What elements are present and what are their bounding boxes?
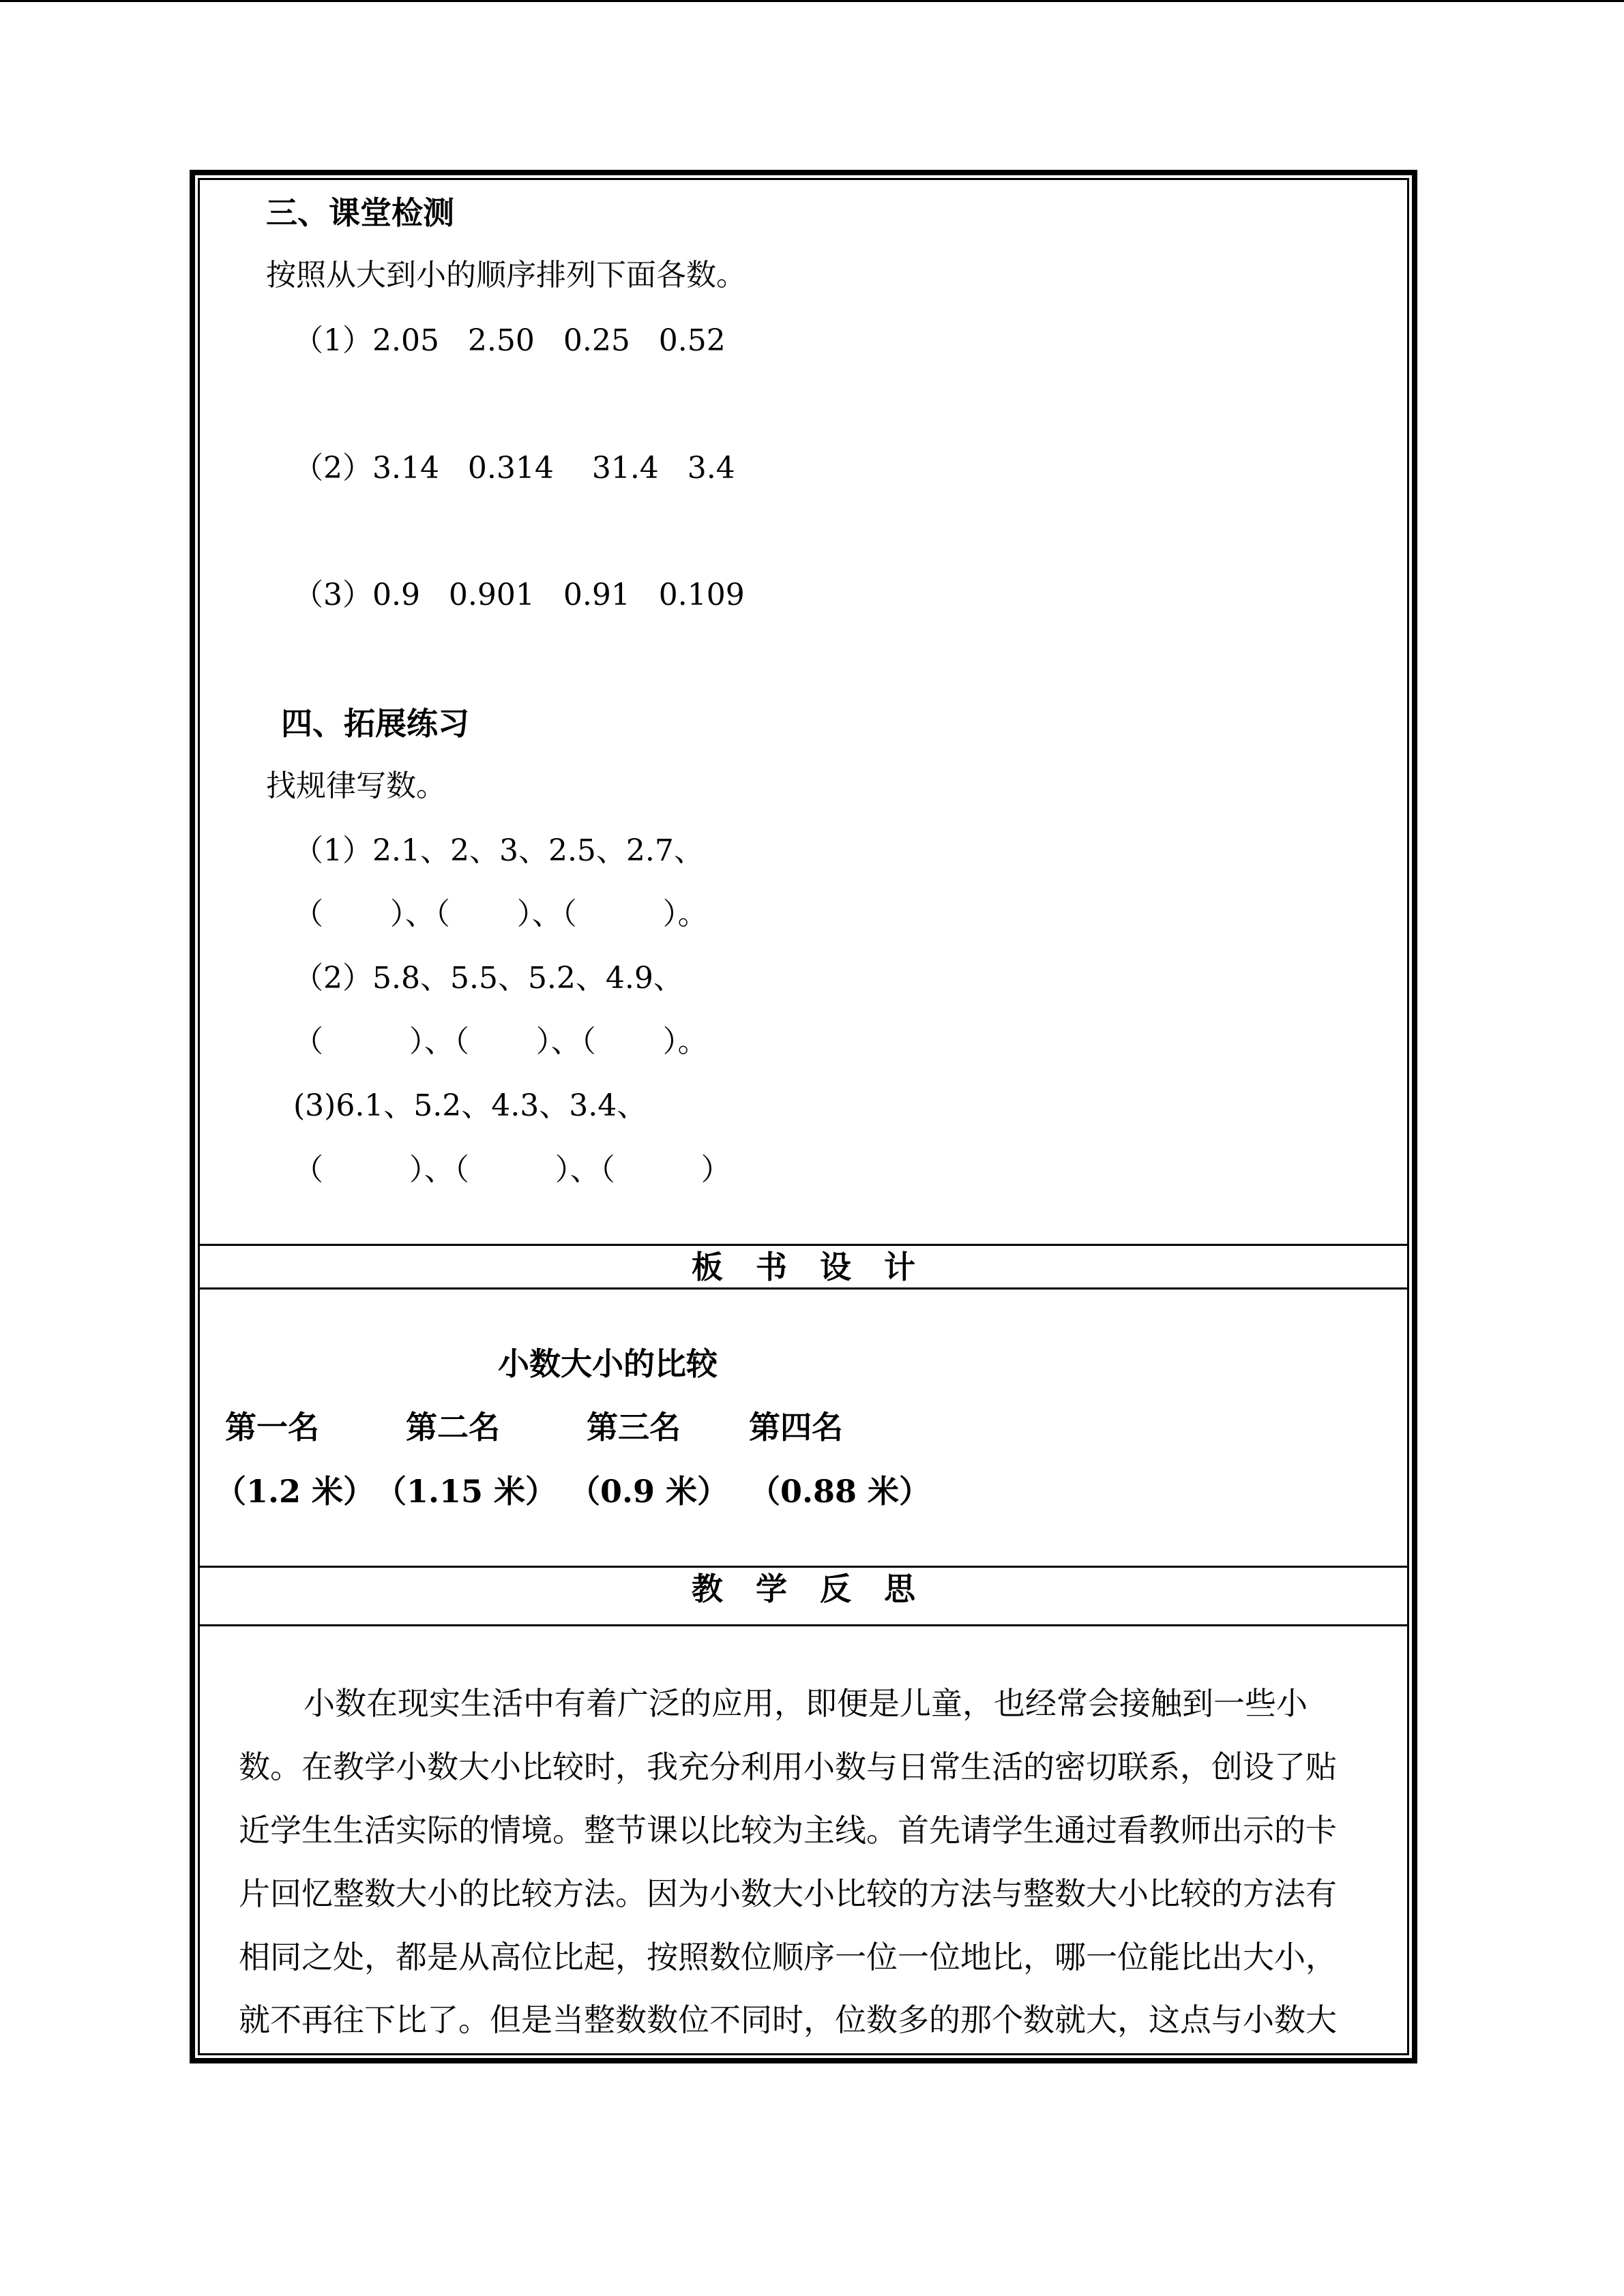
rank-value-4: （0.88 米） <box>749 1473 931 1510</box>
section3-item-2: （2）3.14 0.314 31.4 3.4 <box>293 451 735 486</box>
section4-item-1: （1）2.1、2、3、2.5、2.7、 <box>293 833 704 868</box>
section3-title: 三、课堂检测 <box>266 194 454 231</box>
rank-value-1: （1.2 米） <box>215 1473 375 1510</box>
divider <box>198 1287 1409 1289</box>
board-header: 板 书 设 计 <box>691 1249 916 1285</box>
reflection-line-3: 近学生生活实际的情境。整节课以比较为主线。首先请学生通过看教师出示的卡 <box>239 1812 1337 1849</box>
rank-value-2: （1.15 米） <box>375 1473 557 1510</box>
section3-item-1: （1）2.05 2.50 0.25 0.52 <box>293 323 726 358</box>
section4-blank-3: （ ）、（ ）、（ ） <box>293 1152 731 1187</box>
reflection-header: 教 学 反 思 <box>691 1570 916 1607</box>
divider <box>198 1566 1409 1568</box>
section3-instruction: 按照从大到小的顺序排列下面各数。 <box>266 258 746 293</box>
rank-value-3: （0.9 米） <box>569 1473 729 1510</box>
divider <box>198 1624 1409 1626</box>
section3-item-3: （3）0.9 0.901 0.91 0.109 <box>293 578 745 612</box>
rank-3: 第三名 <box>587 1409 681 1446</box>
divider <box>198 1244 1409 1246</box>
reflection-line-1: 小数在现实生活中有着广泛的应用，即便是儿童，也经常会接触到一些小 <box>304 1685 1308 1722</box>
section4-title: 四、拓展练习 <box>281 705 469 742</box>
reflection-line-4: 片回忆整数大小的比较方法。因为小数大小比较的方法与整数大小比较的方法有 <box>239 1875 1337 1912</box>
section4-instruction: 找规律写数。 <box>266 769 446 803</box>
section4-blank-1: （ ）、（ ）、（ ）。 <box>293 897 708 931</box>
rank-2: 第二名 <box>406 1409 500 1446</box>
section4-blank-2: （ ）、（ ）、（ ）。 <box>293 1024 708 1059</box>
reflection-line-5: 相同之处，都是从高位比起，按照数位顺序一位一位地比，哪一位能比出大小， <box>239 1939 1337 1976</box>
reflection-line-2: 数。在教学小数大小比较时，我充分利用小数与日常生活的密切联系，创设了贴 <box>239 1748 1337 1785</box>
section4-item-3: (3)6.1、5.2、4.3、3.4、 <box>293 1088 647 1123</box>
rank-1: 第一名 <box>225 1409 319 1446</box>
page-top-border <box>0 0 1624 2</box>
reflection-line-6: 就不再往下比了。但是当整数数位不同时，位数多的那个数就大，这点与小数大 <box>239 2001 1337 2038</box>
section4-item-2: （2）5.8、5.5、5.2、4.9、 <box>293 961 683 996</box>
rank-4: 第四名 <box>749 1409 843 1446</box>
board-title: 小数大小的比较 <box>498 1345 718 1382</box>
